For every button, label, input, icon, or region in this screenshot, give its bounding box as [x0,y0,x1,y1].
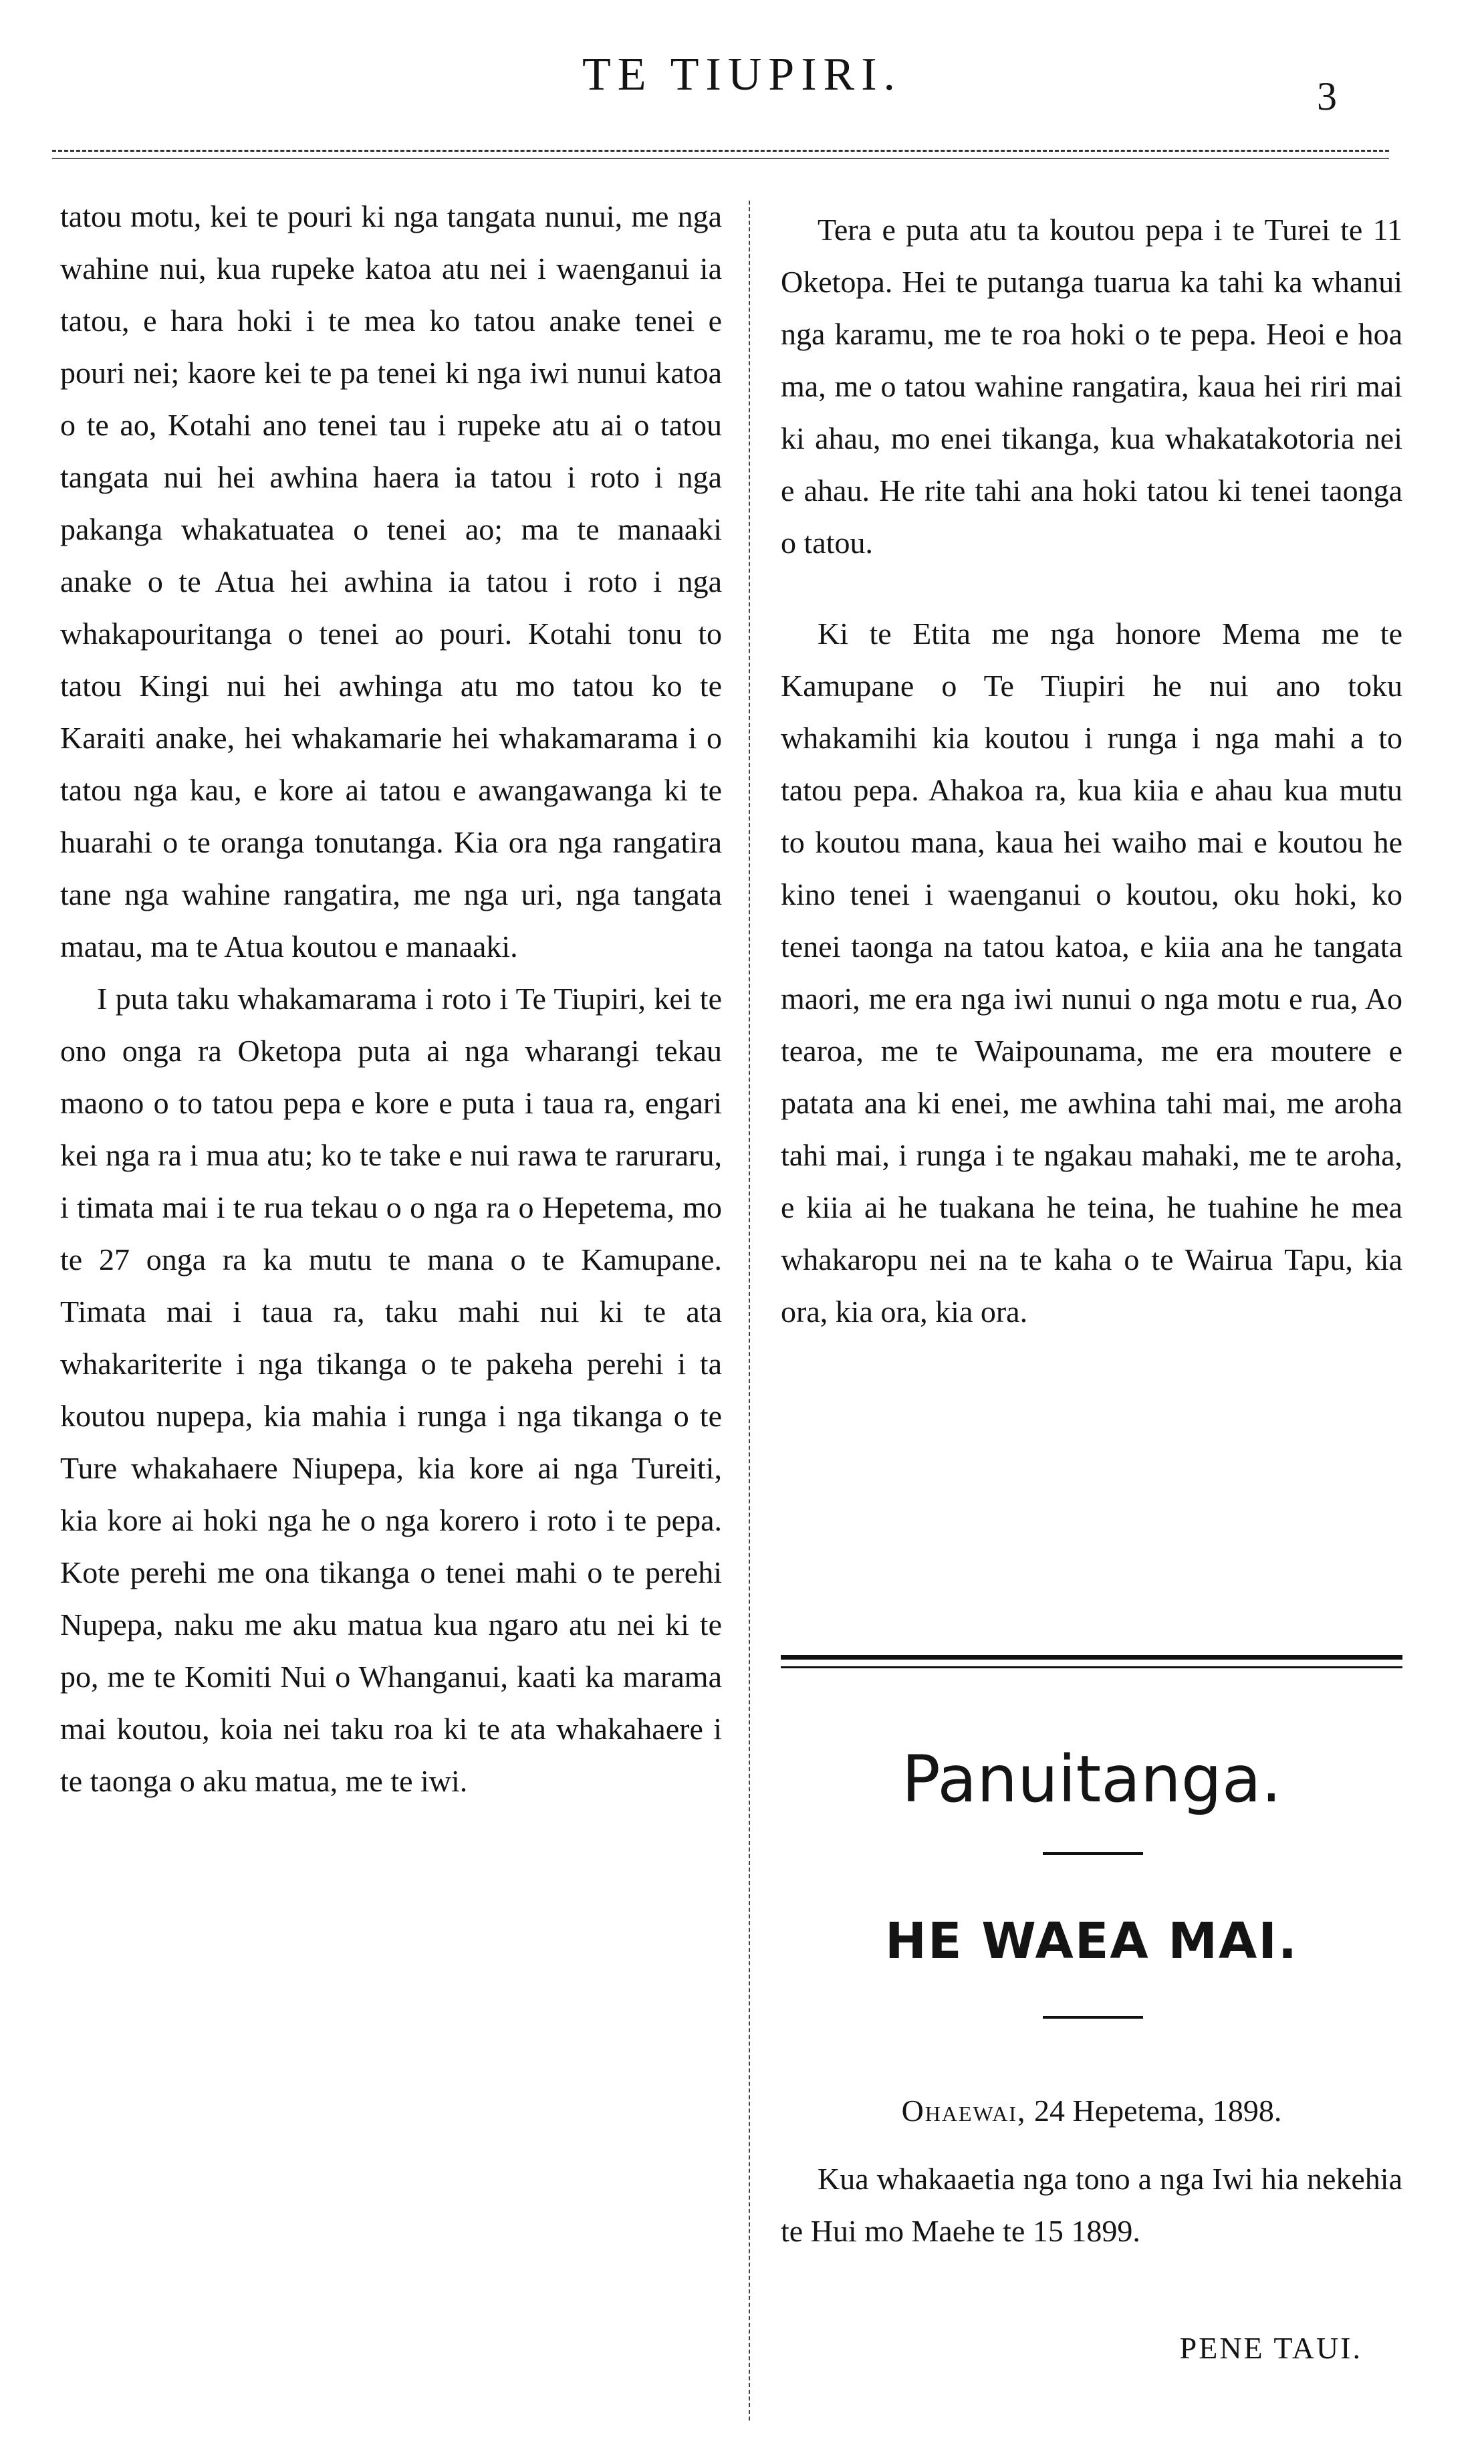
notice-signature: PENE TAUI. [1179,2331,1362,2365]
page-number: 3 [1317,74,1337,118]
running-title: TE TIUPIRI. [582,49,902,100]
right-paragraph-2: Ki te Etita me nga honore Mema me te Kamupane o Te Tiupiri he nui ano toku whakamihi kia koutou i runga i nga mahi a to tatou pepa. Ahakoa ra, kua kiia e ahau kua mutu to koutou mana, kaua hei waiho mai e koutou he kino tenei i waenganui o koutou, oku hoki, ko tenei taonga na tatou katoa, e kiia ana he tangata maori, me era nga iwi nunui o nga motu e rua, Ao tearoa, me te Waipounama, me era moutere e patata ana ki enei, me awhina tahi mai, me aroha tahi mai, i runga i te ngakau mahaki, me te aroha, e kiia ai he tuakana he teina, he tuahine he mea whakaropu nei na te kaha o te Wairua Tapu, kia ora, kia ora, kia ora. [781,617,1402,1329]
subtitle-divider [1043,2016,1143,2019]
right-column [781,204,1402,1338]
left-column [60,191,722,1807]
notice-title: Panuitanga. [901,1742,1282,1817]
left-paragraph-2: I puta taku whakamarama i roto i Te Tiupiri, kei te ono onga ra Oketopa puta ai nga wharangi tekau maono o to tatou pepa e kore e puta i taua ra, engari kei nga ra i mua atu; ko te take e nui rawa te raruraru, i timata mai i te rua tekau o o nga ra o Hepetema, mo te 27 onga ra ka mutu te mana o te Kamupane. Timata mai i taua ra, taku mahi nui ki te ata whakariterite i nga tikanga o te pakeha perehi i ta koutou nupepa, kia mahia i runga i nga tikanga o te Ture whakahaere Niupepa, kia kore ai nga Tureiti, kia kore ai hoki nga he o nga korero i roto i te pepa. Kote perehi me ona tikanga o tenei mahi o te perehi Nupepa, naku me aku matua kua ngaro atu nei ki te po, me te Komiti Nui o Whanganui, kaati ka marama mai koutou, koia nei taku roa ki te ata whakahaere i te taonga o aku matua, me te iwi. [60,982,722,1798]
notice-dateline [781,2093,1402,2128]
header-rule [52,150,1389,152]
section-double-rule [781,1655,1402,1668]
notice-subtitle: HE WAEA MAI. [885,1912,1298,1970]
left-paragraph-1: tatou motu, kei te pouri ki nga tangata nunui, me nga wahine nui, kua rupeke katoa atu nei i waenganui ia tatou, e hara hoki i te mea ko tatou anake tenei e pouri nei; kaore kei te pa tenei ki nga iwi nunui katoa o te ao, Kotahi ano tenei tau i rupeke atu ai o tatou tangata nui hei awhina haera ia tatou i roto i nga pakanga whakatuatea o tenei ao; ma te manaaki anake o te Atua hei awhina ia tatou i roto i nga whakapouritanga o tenei ao pouri. Kotahi tonu to tatou Kingi nui hei awhinga atu mo tatou ko te Karaiti anake, hei whakamarie hei whakamarama i o tatou nga kau, e kore ai tatou e awangawanga ki te huarahi o te oranga tonutanga. Kia ora nga rangatira tane nga wahine rangatira, me nga uri, nga tangata matau, ma te Atua koutou e manaaki. [60,199,722,964]
right-paragraph-1: Tera e puta atu ta koutou pepa i te Turei te 11 Oketopa. Hei te putanga tuarua ka tahi ka whanui nga karamu, me te roa hoki o te pepa. Heoi e hoa ma, me o tatou wahine rangatira, kaua hei riri mai ki ahau, mo enei tikanga, kua whakatakotoria nei e ahau. He rite tahi ana hoki tatou ki tenei taonga o tatou. [781,213,1402,560]
dateline-place: Ohaewai, [901,2094,1027,2128]
header-rule-secondary [52,158,1389,159]
notice-body: Kua whakaaetia nga tono a nga Iwi hia nekehia te Hui mo Maehe te 15 1899. [781,2162,1402,2248]
title-divider [1043,1852,1143,1855]
column-divider [749,201,750,2421]
dateline-date: 24 Hepetema, 1898. [1033,2094,1282,2128]
